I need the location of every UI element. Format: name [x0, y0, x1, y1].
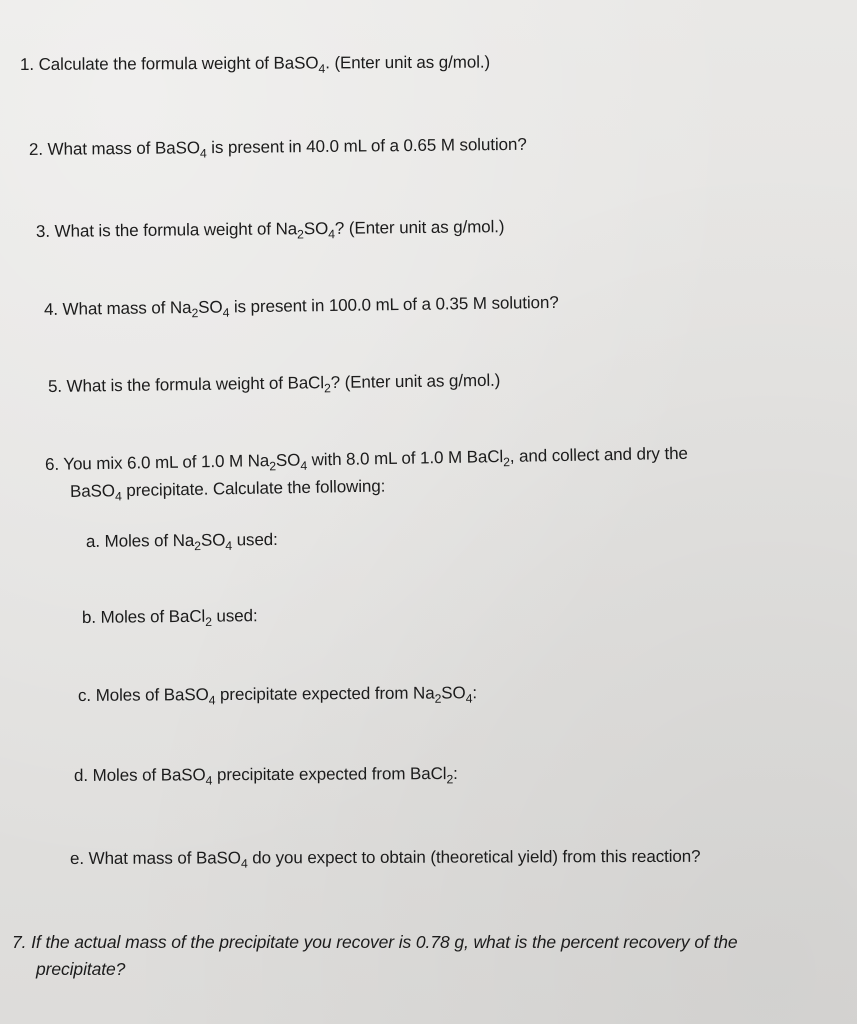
subscript: 2 — [323, 381, 331, 396]
question-text: is present in 100.0 mL of a 0.35 M solution? — [229, 292, 559, 317]
subquestion-label: b. — [81, 607, 97, 627]
question-text: precipitate expected from Na — [215, 683, 435, 705]
subscript: 4 — [114, 489, 122, 504]
question-text: used: — [211, 606, 258, 626]
question-number: 5. — [47, 376, 63, 396]
subscript: 4 — [240, 856, 248, 871]
subscript: 4 — [225, 538, 233, 553]
question-text: What mass of BaSO — [47, 138, 200, 159]
subscript: 4 — [208, 693, 216, 708]
question-text: precipitate? — [36, 959, 126, 979]
question-text: Moles of Na — [104, 530, 195, 551]
question-text: SO — [303, 218, 329, 239]
subscript: 4 — [328, 227, 336, 242]
subscript: 4 — [318, 61, 326, 76]
subscript: 2 — [205, 614, 212, 629]
question-number: 6. — [44, 454, 60, 474]
question-text: Moles of BaSO — [95, 685, 209, 705]
subquestion-label: a. — [85, 531, 101, 551]
question-6c — [78, 683, 477, 706]
question-text: Calculate the formula weight of BaSO — [38, 53, 319, 74]
question-text: Moles of BaSO — [92, 765, 206, 785]
question-6-continued — [70, 476, 386, 502]
question-6 — [45, 444, 688, 475]
question-text: is present in 40.0 mL of a 0.65 M solution? — [206, 134, 527, 158]
question-text: used: — [231, 529, 278, 550]
question-number: 4. — [43, 299, 59, 319]
question-text: precipitate expected from BaCl — [212, 764, 447, 785]
subquestion-label: c. — [77, 685, 92, 705]
subquestion-label: d. — [73, 765, 89, 785]
question-4 — [44, 293, 559, 320]
question-text: , and collect and dry the — [509, 443, 688, 466]
subscript: 2 — [446, 772, 454, 787]
question-text: with 8.0 mL of 1.0 M BaCl — [306, 447, 504, 470]
question-number: 1. — [19, 54, 35, 74]
question-number: 2. — [28, 139, 44, 159]
subscript: 4 — [205, 773, 213, 788]
question-text: : — [453, 763, 458, 784]
question-text: What mass of Na — [62, 297, 192, 319]
question-number: 7. — [12, 932, 27, 952]
question-7 — [12, 932, 738, 953]
question-text: SO — [275, 450, 301, 470]
subscript: 4 — [199, 146, 207, 161]
question-3 — [36, 217, 505, 242]
question-6a — [86, 530, 278, 552]
question-7-continued — [36, 959, 125, 980]
subscript: 2 — [503, 455, 511, 470]
question-text: What is the formula weight of Na — [54, 219, 298, 241]
question-text: SO — [198, 297, 223, 317]
question-text: ? (Enter unit as g/mol.) — [330, 370, 501, 393]
question-2 — [29, 135, 527, 160]
subscript: 2 — [269, 459, 277, 474]
subquestion-label: e. — [69, 848, 85, 868]
subscript: 2 — [297, 227, 304, 242]
subscript: 2 — [434, 691, 442, 706]
question-text: : — [472, 683, 478, 703]
question-text: . (Enter unit as g/mol.) — [325, 52, 491, 73]
question-text: do you expect to obtain (theoretical yield) from this reaction? — [247, 846, 701, 868]
question-text: What is the formula weight of BaCl — [66, 373, 325, 396]
question-6d — [74, 764, 458, 786]
question-text: ? (Enter unit as g/mol.) — [334, 217, 505, 238]
subscript: 4 — [300, 458, 308, 473]
question-text: You mix 6.0 mL of 1.0 M Na — [63, 451, 270, 474]
subscript: 2 — [194, 539, 202, 554]
question-text: What mass of BaSO — [88, 848, 241, 868]
question-6b — [82, 606, 258, 628]
question-text: BaSO — [69, 481, 116, 501]
question-5 — [48, 371, 501, 397]
question-6e — [70, 847, 701, 869]
question-text: precipitate. Calculate the following: — [121, 476, 386, 501]
question-number: 3. — [35, 221, 51, 241]
question-text: SO — [441, 683, 466, 703]
question-1 — [20, 53, 490, 75]
question-text: If the actual mass of the precipitate you recover is 0.78 g, what is the percent recovery of the — [31, 932, 738, 952]
question-text: SO — [200, 530, 226, 550]
subscript: 4 — [465, 691, 473, 706]
subscript: 4 — [222, 305, 230, 320]
subscript: 2 — [191, 306, 199, 321]
question-text: Moles of BaCl — [100, 606, 206, 627]
